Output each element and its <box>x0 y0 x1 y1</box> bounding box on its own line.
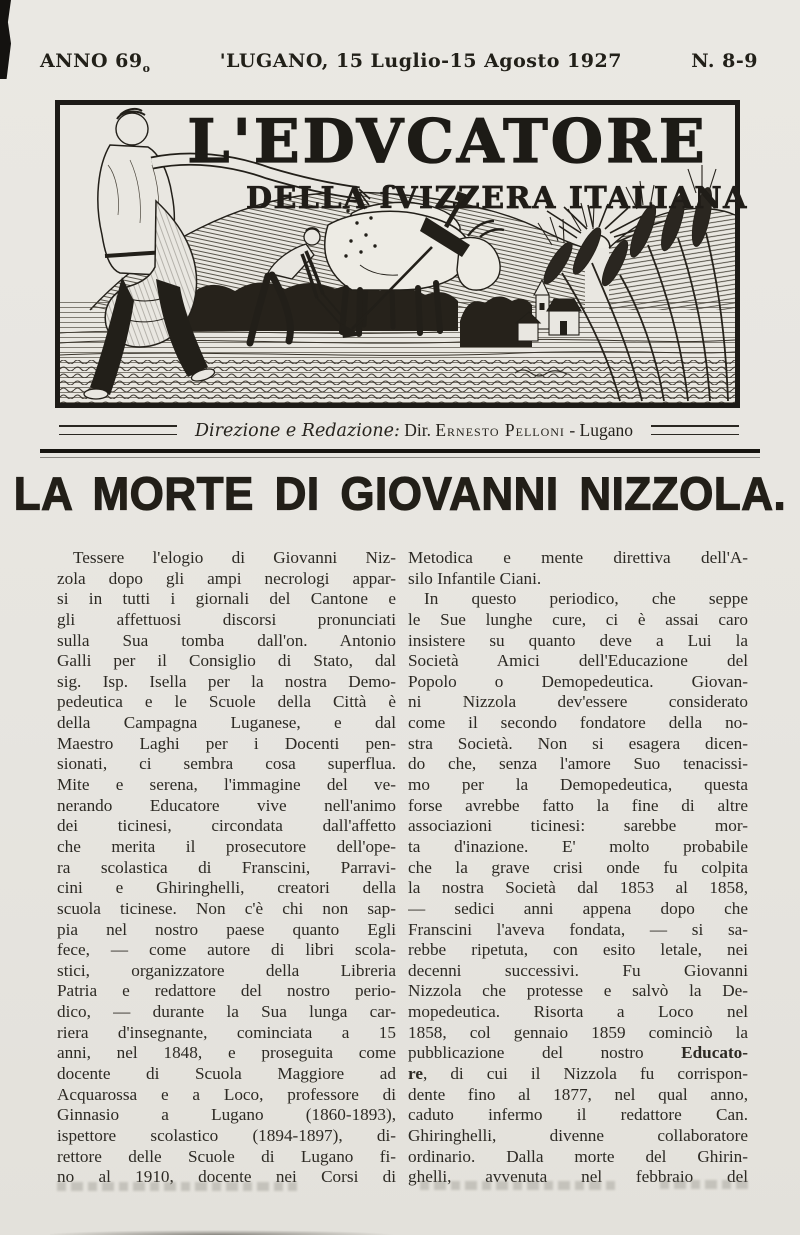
article-line: Popolo o Demopedeutica. Giovan- <box>408 671 748 691</box>
article-line: Acquarossa e a Loco, professore di <box>57 1084 396 1104</box>
article-line: caduto infermo il redattore Can. <box>408 1105 748 1125</box>
article-line: Metodica e mente direttiva dell'A- <box>408 548 748 567</box>
article-line: In questo periodico, che seppe <box>424 589 748 609</box>
article-line: Società Amici dell'Educazione del <box>408 651 748 671</box>
article-line: no al 1910, docente nei Corsi di <box>57 1167 396 1187</box>
article-line: fece, — come autore di libri scola- <box>57 940 396 960</box>
section-divider-rule <box>40 449 760 453</box>
bleedthrough-ghost-text <box>57 1182 297 1191</box>
article-line: insistere su quanto deve a Lui la <box>408 630 748 650</box>
article-line: decenni successivi. Fu Giovanni <box>408 960 748 980</box>
article-line: sionati, ci sembra cosa superflua. <box>57 754 396 774</box>
article-line: della Campagna Luganese, e dal <box>57 713 396 733</box>
editorial-place: - Lugano <box>569 419 633 440</box>
article-line: sulla Sua tomba dall'on. Antonio <box>57 630 396 650</box>
article-line: mo per la Demopedeutica, questa <box>408 775 748 795</box>
article-line: ta d'inazione. E' molto probabile <box>408 836 748 856</box>
article-line: docente di Scuola Maggiore ad <box>57 1064 396 1084</box>
article-line: stra Società. Non si esagera dicen- <box>408 733 748 753</box>
article-line: anni, nel 1848, e proseguita come <box>57 1043 396 1063</box>
article-line: pubblicazione del nostro Educato- <box>408 1043 748 1063</box>
scan-edge-artifact <box>0 0 11 79</box>
article-line: do che, senza l'amore Suo tenacissi- <box>408 754 748 774</box>
article-line: ordinario. Dalla morte del Ghirin- <box>408 1146 748 1166</box>
anno-ordinal: o <box>142 61 151 75</box>
article-line: pedeutica e le Scuole della Città è <box>57 692 396 712</box>
article-line: che la grave crisi onde fu colpita <box>408 857 748 877</box>
article-line: ni Nizzola dev'essere considerato <box>408 692 748 712</box>
article-line: forse avrebbe fatto la fine di altre <box>408 795 748 815</box>
article-line: Franscini l'aveva fondata, — si sa- <box>408 919 748 939</box>
article-line: — sedici anni appena dopo che <box>408 898 748 918</box>
bleedthrough-ghost-text <box>660 1180 750 1189</box>
section-divider-rule-thin <box>40 457 760 458</box>
article-line: Nizzola che protesse e salvò la De- <box>408 981 748 1001</box>
article-line: gli affettuosi discorsi pronunciati <box>57 609 396 629</box>
article-line: sig. Isp. Isella per la nostra Demo- <box>57 671 396 691</box>
article-line: ghelli, avvenuta nel febbraio del <box>408 1167 748 1187</box>
article-line: 1858, col gennaio 1859 cominciò la <box>408 1022 748 1042</box>
editorial-dir-label: Dir. <box>404 419 431 440</box>
article-line: si in tutti i giornali del Cantone e <box>57 589 396 609</box>
article-line: nerando Educatore vive nell'animo <box>57 795 396 815</box>
issue-number: N. 8-9 <box>691 50 758 72</box>
article-line: ra scolastica di Franscini, Parravi- <box>57 857 396 877</box>
article-line: stici, organizzatore della Libreria <box>57 960 396 980</box>
foreground-furrows <box>60 360 735 403</box>
article-line: ispettore scolastico (1894-1897), di- <box>57 1125 396 1145</box>
article-line: rettore delle Scuole di Lugano fi- <box>57 1146 396 1166</box>
article-line: scuola ticinese. Non c'è chi non sap- <box>57 898 396 918</box>
article-line: come il secondo fondatore della no- <box>408 713 748 733</box>
article-column-right <box>408 548 748 1188</box>
masthead-frame <box>55 100 748 408</box>
article-line: Maestro Laghi per i Docenti pen- <box>57 733 396 753</box>
article-line: riera d'insegnante, cominciata a 15 <box>57 1022 396 1042</box>
bleedthrough-ghost-text <box>420 1181 620 1190</box>
issue-date: 'LUGANO, 15 Luglio-15 Agosto 1927 <box>219 50 622 72</box>
anno-label: ANNO $69_o$ <box>40 50 151 75</box>
article-line: la nostra Società dal 1853 al 1858, <box>408 878 748 898</box>
article-line: Ginnasio a Lugano (1860-1893), <box>57 1105 396 1125</box>
article-line: Tessere l'elogio di Giovanni Niz- <box>73 548 396 567</box>
issue-header <box>40 50 758 76</box>
article-line: dei ticinesi, circondata dall'affetto <box>57 816 396 836</box>
decorative-rule-right <box>651 425 739 435</box>
article-line: silo Infantile Ciani. <box>408 568 542 588</box>
page-bottom-edge-shadow <box>50 1229 470 1235</box>
article-line: associazioni ticinesi: sarebbe mor- <box>408 816 748 836</box>
article-line: re, di cui il Nizzola fu corrispon- <box>408 1064 748 1084</box>
article-line: le Sue lunghe cure, ci è assai caro <box>408 609 748 629</box>
article-line: dico, — durante la Sua lunga car- <box>57 1002 396 1022</box>
article-line: Ghiringhelli, divenne collaboratore <box>408 1125 748 1145</box>
article-line: rebbe ripetuta, con esito letale, nei <box>408 940 748 960</box>
article-line: mopedeutica. Risorta a Loco nel <box>408 1002 748 1022</box>
article-line: che merita il prosecutore dell'ope- <box>57 836 396 856</box>
article-column-left <box>57 548 396 1188</box>
article-line: cini e Ghiringhelli, creatori della <box>57 878 396 898</box>
article-title: LA MORTE DI GIOVANNI NIZZOLA. <box>13 468 787 520</box>
masthead-subtitle: DELLA ſVIZZERA ITALIANA <box>246 181 748 216</box>
masthead-title: L'EDVCATORE <box>187 107 708 177</box>
editorial-director-name: Ernesto Pelloni <box>435 419 565 440</box>
editorial-prefix: Direzione e Redazione: <box>195 420 400 441</box>
article-line: Galli per il Consiglio di Stato, dal <box>57 651 396 671</box>
article-line: Mite e serena, l'immagine del ve- <box>57 775 396 795</box>
editorial-line <box>40 417 758 443</box>
article-line: zola dopo gli ampi necrologi appar- <box>57 568 396 588</box>
decorative-rule-left <box>59 425 177 435</box>
article-line: pia nel nostro paese quanto Egli <box>57 919 396 939</box>
article-line: dente fino al 1877, nel qual anno, <box>408 1084 748 1104</box>
article-line: Patria e redattore del nostro perio- <box>57 981 396 1001</box>
